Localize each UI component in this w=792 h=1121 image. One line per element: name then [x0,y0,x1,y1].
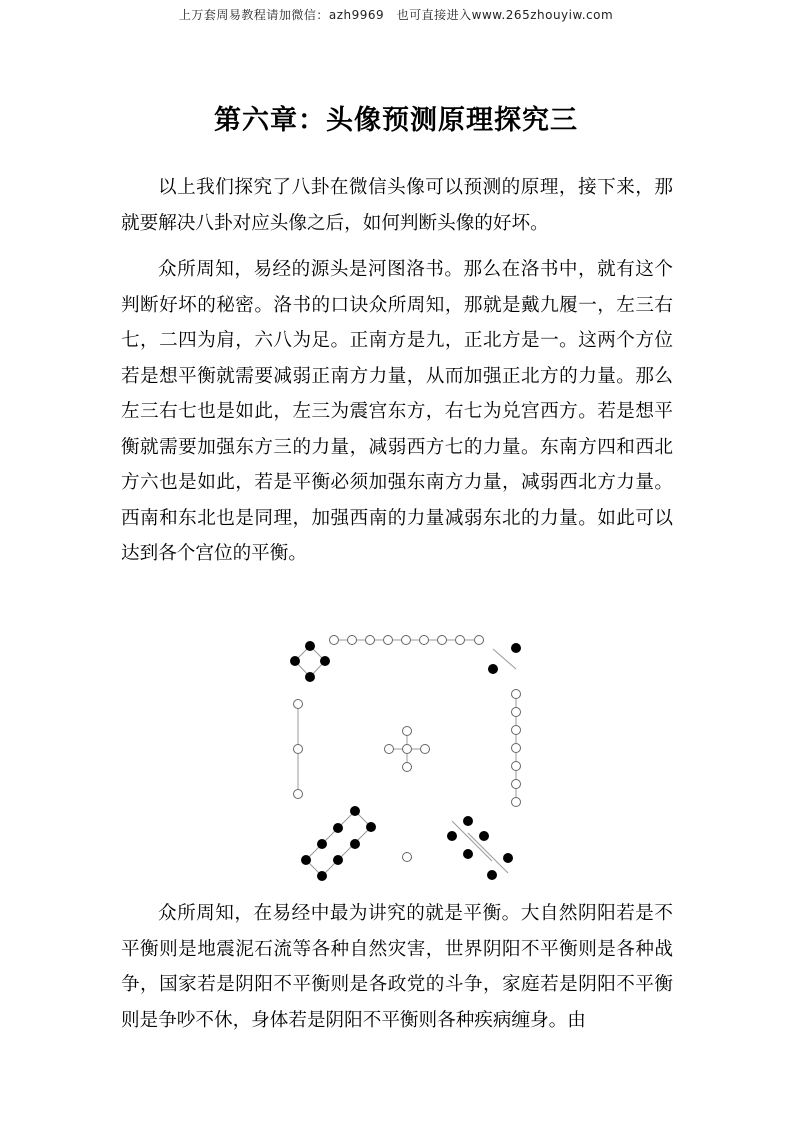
luoshu-9-south [330,636,484,645]
chapter-title: 第六章：头像预测原理探究三 [214,105,578,136]
luoshu-5-center [385,727,430,772]
page-header: 上万套周易教程请加微信：azh9969 也可直接进入www.265zhouyiw.com [178,8,614,22]
paragraph-1: 以上我们探究了八卦在微信头像可以预测的原理，接下来，那就要解决八卦对应头像之后，如何判断头像的好坏。 [121,177,673,234]
luoshu-6-northwest [447,816,513,880]
luoshu-7-west [512,690,521,807]
paragraph-3: 众所周知，在易经中最为讲究的就是平衡。大自然阴阳若是不平衡则是地震泥石流等各种自然灾害，世界阴阳不平衡则是各种战争，国家若是阴阳不平衡则是各政党的斗争，家庭若是阴阳不平衡则是争吵不休，身体若是阴阳不平衡则各种疾病缠身。由 [121,903,673,1031]
luoshu-3-east [294,700,303,799]
luoshu-1-north [403,853,412,862]
luoshu-2-southwest [488,643,521,674]
luoshu-diagram [280,628,540,888]
luoshu-8-northeast [301,806,376,881]
luoshu-svg [280,628,540,888]
paragraph-2: 众所周知，易经的源头是河图洛书。那么在洛书中，就有这个判断好坏的秘密。洛书的口诀众所周知，那就是戴九履一，左三右七，二四为肩，六八为足。正南方是九，正北方是一。这两个方位若是想平衡就需要减弱正南方力量，从而加强正北方的力量。那么左三右七也是如此，左三为震宫东方，右七为兑宫西方。若是想平衡就需要加强东方三的力量，减弱西方七的力量。东南方四和西北方六也是如此，若是平衡必须加强东南方力量，减弱西北方力量。西南和东北也是同理，加强西南的力量减弱东北的力量。如此可以达到各个宫位的平衡。 [121,259,673,564]
luoshu-4-southeast [290,641,330,682]
